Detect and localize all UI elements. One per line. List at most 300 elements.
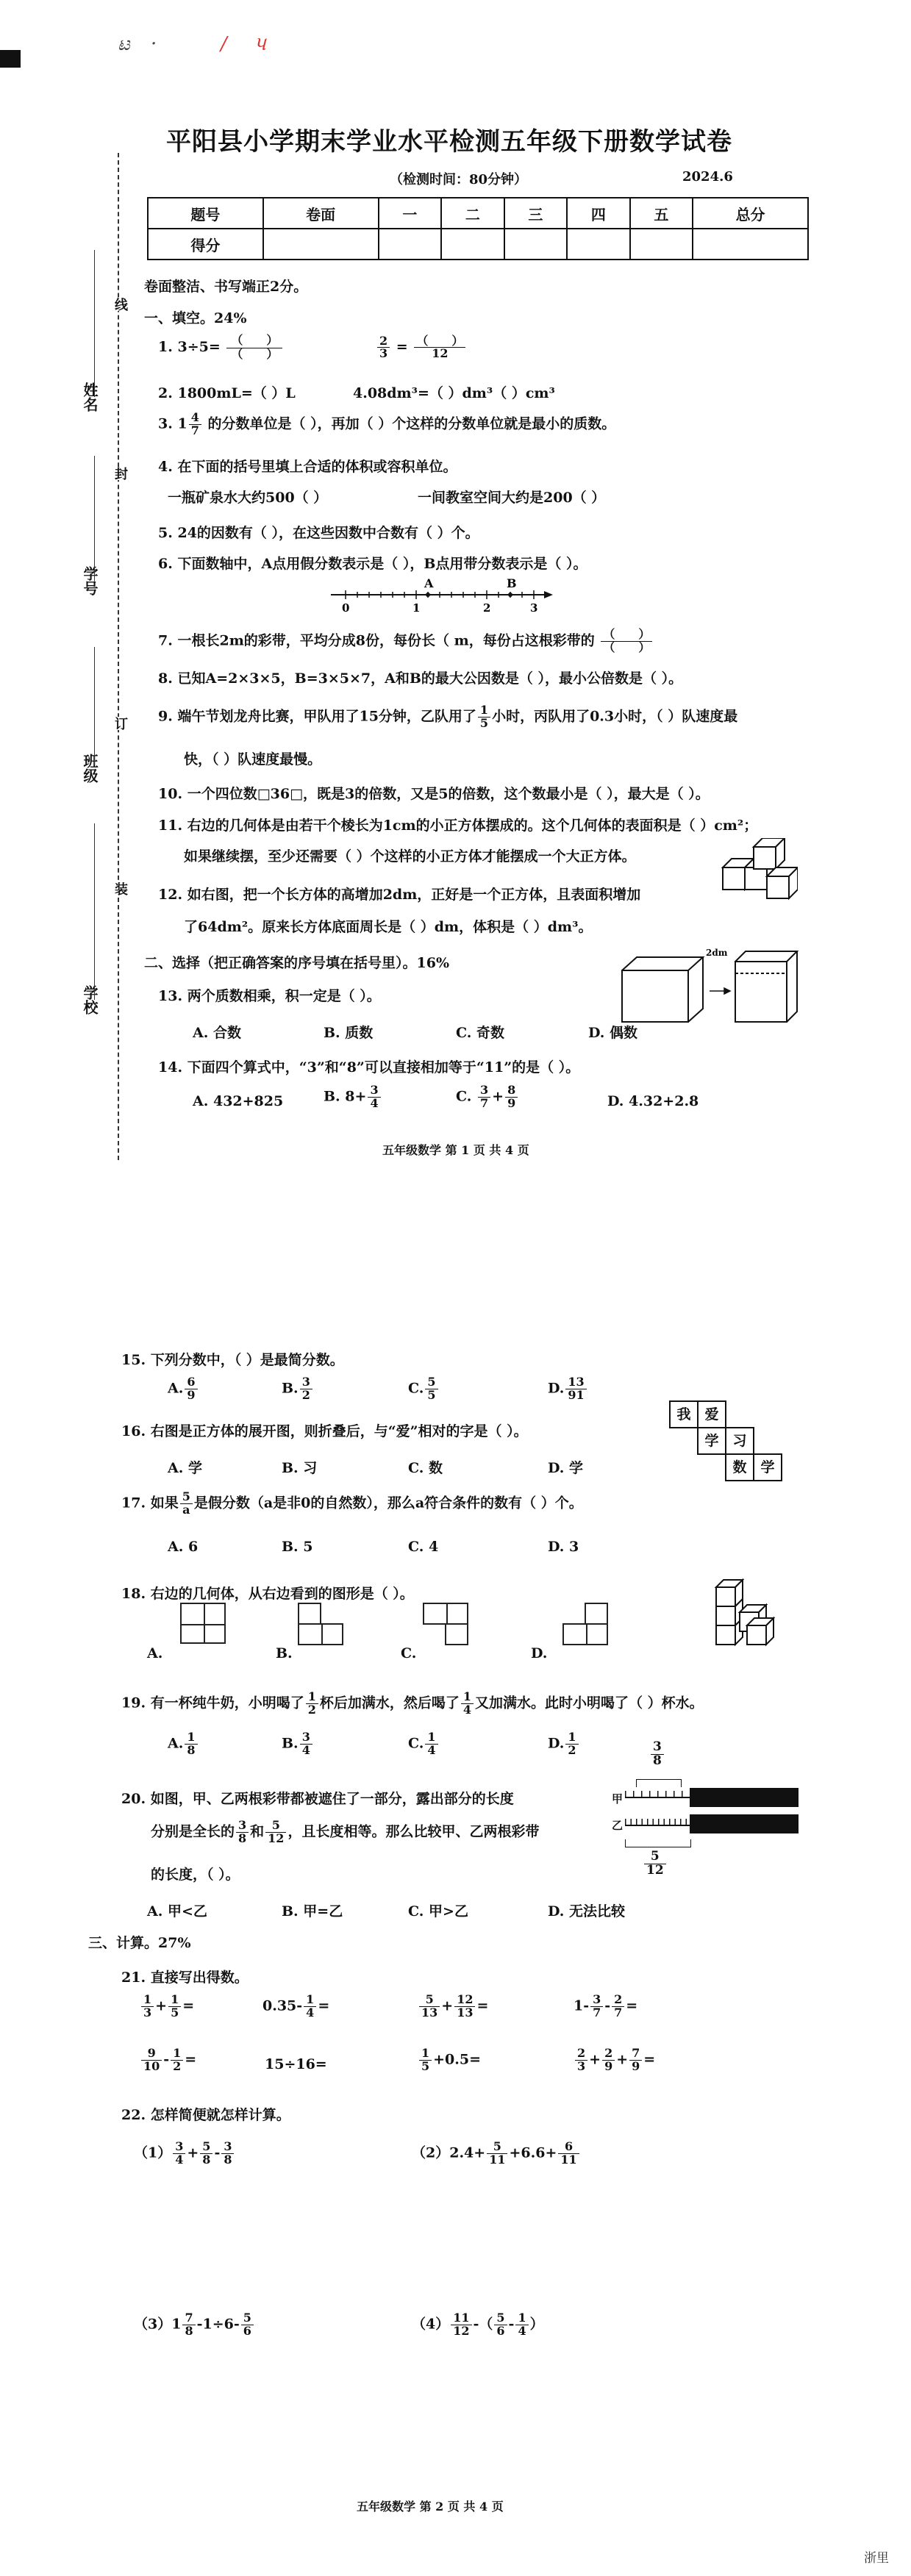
- ribbon-bottom-fraction: [644, 1850, 666, 1878]
- point-a-label: A: [424, 577, 434, 590]
- q10-text: 一个四位数□36□，既是3的倍数，又是5的倍数，这个数最小是（ ），最大是（ ）。: [187, 786, 710, 802]
- page-1-footer: 五年级数学 第 1 页 共 4 页: [382, 1143, 529, 1157]
- score-cell[interactable]: [379, 229, 442, 260]
- ribbon-yi-ticks: [625, 1819, 690, 1825]
- q19-option-b[interactable]: [282, 1731, 314, 1757]
- eq: =: [643, 2051, 656, 2068]
- q18-option-b[interactable]: B.: [276, 1645, 293, 1661]
- frac-num: 3: [478, 1084, 490, 1098]
- q15-option-b[interactable]: [282, 1376, 314, 1402]
- q-number: 15.: [121, 1352, 146, 1368]
- calc-5[interactable]: [140, 2047, 196, 2073]
- paren: （: [479, 2316, 493, 2333]
- ribbon-top-bracket: [636, 1779, 682, 1787]
- frac-num: 8: [505, 1084, 518, 1098]
- frac-num: 6: [185, 1376, 197, 1389]
- q20-text-e: 的长度，（ ）。: [151, 1867, 240, 1883]
- question-10: [158, 783, 710, 803]
- frac-den: 10: [143, 2058, 160, 2073]
- ribbon-jia-ticks: [625, 1791, 690, 1797]
- school-label: 学校: [81, 985, 99, 1015]
- score-row-label: 得分: [148, 229, 263, 260]
- question-9: [158, 704, 737, 730]
- question-12: [158, 884, 640, 904]
- frac-num: 5: [494, 2312, 507, 2325]
- student-id-label: 学号: [81, 566, 99, 595]
- ribbon-jia-exposed: [625, 1797, 690, 1798]
- class-label: 班级: [81, 754, 99, 783]
- q20-text-a: 如图，甲、乙两根彩带都被遮住了一部分，露出部分的长度: [150, 1791, 514, 1807]
- top-left-mark: [0, 50, 21, 68]
- frac-num: 5: [644, 1850, 666, 1864]
- frac-den: 4: [301, 1742, 310, 1757]
- q22-text: 怎样简便就怎样计算。: [150, 2107, 290, 2123]
- score-table: [147, 197, 809, 260]
- view-d-top: [585, 1603, 608, 1625]
- seal-word-pack: 装: [110, 882, 129, 895]
- frac-num: 7: [629, 2047, 642, 2061]
- tick-label: 3: [530, 601, 538, 614]
- q-number: 14.: [158, 1059, 183, 1076]
- frac-den: 5: [479, 715, 489, 730]
- q-number: 20.: [121, 1791, 146, 1807]
- view-b-top: [298, 1603, 321, 1625]
- page-gap: [0, 1206, 911, 1294]
- q14-option-a[interactable]: A. 432+825: [193, 1093, 284, 1109]
- frac-num: 5: [265, 1820, 286, 1833]
- cube-column-figure: [713, 1577, 779, 1650]
- question-22: [121, 2104, 290, 2124]
- ribbon-top-fraction: [651, 1741, 664, 1768]
- frac-num: 1: [419, 2047, 432, 2061]
- frac-num: 13: [565, 1376, 586, 1389]
- opt-text: A.: [168, 1380, 184, 1397]
- q-number: 9.: [158, 708, 173, 725]
- calc-3[interactable]: [418, 1994, 488, 2019]
- q13-option-b[interactable]: B. 质数: [324, 1025, 374, 1041]
- question-8: [158, 668, 682, 687]
- exam-date: 2024.6: [682, 169, 733, 185]
- frac-den: 6: [243, 2323, 251, 2338]
- op: +: [187, 2144, 199, 2161]
- q3-text: 的分数单位是（ ），再加（ ）个这样的分数单位就是最小的质数。: [207, 415, 616, 432]
- net-cell: 习: [725, 1427, 754, 1455]
- frac-den: 4: [462, 1702, 471, 1717]
- q19-option-a[interactable]: [168, 1731, 199, 1757]
- q-number: 18.: [121, 1586, 146, 1602]
- net-cell: 学: [697, 1427, 726, 1455]
- q-number: 7.: [158, 632, 173, 649]
- frac-den: 12: [268, 1831, 285, 1845]
- q19-option-c[interactable]: [408, 1731, 440, 1757]
- frac-num: 4: [189, 412, 201, 425]
- question-21: [121, 1967, 249, 1986]
- question-2b: 4.08dm³=（ ）dm³（ ）cm³: [353, 385, 555, 401]
- frac-num: 1: [168, 1994, 181, 2007]
- frac-num: 2: [377, 335, 390, 348]
- q-number: 5.: [158, 525, 173, 541]
- q20-text-b: 分别是全长的: [151, 1823, 235, 1840]
- q14-option-c[interactable]: C. $\frac{3}{7}$ + $\frac{8}{9}$: [456, 1084, 519, 1110]
- frac-den: 5: [421, 2058, 430, 2073]
- q15-text: 下列分数中，（ ）是最简分数。: [150, 1352, 344, 1368]
- seal-word-bind: 订: [110, 717, 129, 730]
- q20-option-a[interactable]: A. 甲<乙: [147, 1903, 207, 1920]
- view-c: [423, 1603, 468, 1625]
- question-2: [158, 382, 296, 402]
- question-20: [121, 1788, 514, 1808]
- ribbon-yi-exposed: [625, 1825, 690, 1826]
- q8-text: 已知A=2×3×5，B=3×5×7，A和B的最大公因数是（ ），最小公倍数是（ ）。: [177, 670, 683, 687]
- frac-num: 3: [651, 1741, 664, 1755]
- score-header: 二: [441, 198, 504, 229]
- op: -: [508, 2316, 515, 2333]
- q16-option-d[interactable]: D. 学: [548, 1460, 584, 1476]
- score-header: 四: [567, 198, 630, 229]
- net-cell: 数: [725, 1453, 754, 1481]
- q-number: 13.: [158, 988, 183, 1004]
- q18-option-d[interactable]: D.: [531, 1645, 548, 1661]
- frac-den: 9: [507, 1095, 516, 1110]
- q14-option-b[interactable]: [324, 1084, 382, 1110]
- score-cell[interactable]: [504, 229, 568, 260]
- score-cell[interactable]: [263, 229, 379, 260]
- q18-text: 右边的几何体，从右边看到的图形是（ ）。: [150, 1586, 414, 1602]
- simplify-1[interactable]: [134, 2141, 235, 2167]
- score-header: 卷面: [263, 198, 379, 229]
- seal-word-line: 线: [110, 298, 129, 311]
- q17-option-c[interactable]: C. 4: [408, 1539, 439, 1555]
- q11-text-a: 右边的几何体是由若干个棱长为1cm的小正方体摆成的。这个几何体的表面积是（ ）cm²；: [187, 817, 758, 834]
- frac-den: 2: [568, 1742, 576, 1757]
- point-b-label: B: [507, 577, 517, 590]
- q21-text: 直接写出得数。: [150, 1969, 249, 1986]
- frac-num: 12: [454, 1994, 475, 2007]
- opt-text: C.: [408, 1380, 424, 1397]
- q-number: 2.: [158, 385, 173, 401]
- simplify-2[interactable]: [412, 2141, 581, 2167]
- view-a: [180, 1603, 226, 1644]
- q13-option-a[interactable]: A. 合数: [193, 1025, 241, 1041]
- q1-text: 3÷5=: [177, 338, 221, 355]
- calc-7[interactable]: [418, 2047, 481, 2073]
- frac-num: 9: [141, 2047, 162, 2061]
- q20-option-c[interactable]: C. 甲>乙: [408, 1903, 468, 1920]
- scribble-2: ·: [151, 33, 157, 55]
- score-header: 总分: [693, 198, 808, 229]
- frac-den: 8: [238, 1831, 247, 1845]
- number-line: [324, 577, 559, 614]
- tick-label: 2: [483, 601, 491, 614]
- frac-den: 4: [427, 1742, 436, 1757]
- q19-text-b: 杯后加满水，然后喝了: [319, 1695, 460, 1711]
- q15-option-d[interactable]: [548, 1376, 588, 1402]
- frac-den: 2: [301, 1387, 310, 1402]
- frac-den: 8: [224, 2152, 232, 2167]
- q7-answer-fraction[interactable]: $\frac{( )}{( )}$: [601, 629, 652, 654]
- frac-den: 9: [604, 2058, 613, 2073]
- opt-text: B. 8+: [324, 1088, 367, 1105]
- q-number: 11.: [158, 817, 183, 834]
- net-cell: 爱: [697, 1400, 726, 1428]
- frac-num: 3: [368, 1084, 380, 1098]
- q-number: 1.: [158, 338, 173, 355]
- seal-word-seal: 封: [110, 467, 129, 480]
- q20-option-b[interactable]: B. 甲=乙: [282, 1903, 343, 1920]
- score-cell[interactable]: [630, 229, 693, 260]
- frac-den: 6: [496, 2323, 505, 2338]
- q20-text-d: ，且长度相等。那么比较甲、乙两根彩带: [287, 1823, 540, 1840]
- q4-part-a: 一瓶矿泉水大约500（ ）: [168, 490, 328, 506]
- frac-den: 2: [173, 2058, 182, 2073]
- page-2-footer: 五年级数学 第 2 页 共 4 页: [357, 2500, 504, 2514]
- ribbon-yi-covered: [690, 1814, 799, 1833]
- calc-6[interactable]: 15÷16=: [265, 2056, 327, 2072]
- q9-text-b: 小时，丙队用了0.3小时，（ ）队速度最: [492, 708, 738, 725]
- q4-text: 在下面的括号里填上合适的体积或容积单位。: [177, 459, 457, 475]
- frac-num: 3: [590, 1994, 603, 2007]
- section-2-title: 二、选择（把正确答案的序号填在括号里）。16%: [144, 955, 449, 971]
- frac-num: 1: [461, 1691, 474, 1704]
- score-header: 题号: [148, 198, 263, 229]
- opt-text: D.: [548, 1735, 565, 1752]
- name-label: 姓名: [81, 382, 99, 412]
- frac-den: 13: [421, 2005, 438, 2019]
- q17-option-a[interactable]: A. 6: [168, 1539, 199, 1555]
- frac-num: 2: [602, 2047, 615, 2061]
- frac-den: 12: [646, 1862, 664, 1878]
- net-cell: 学: [753, 1453, 782, 1481]
- frac-num: 5: [425, 1376, 437, 1389]
- q13-option-d[interactable]: D. 偶数: [588, 1025, 638, 1041]
- eq: =: [626, 1997, 638, 2014]
- q17-option-b[interactable]: B. 5: [282, 1539, 313, 1555]
- frac-den: 91: [568, 1387, 585, 1402]
- frac-den: 7: [480, 1095, 489, 1110]
- q14-option-d[interactable]: D. 4.32+2.8: [607, 1093, 699, 1109]
- question-7: [158, 629, 654, 654]
- calc-1[interactable]: [140, 1994, 194, 2019]
- q19-text-a: 有一杯纯牛奶，小明喝了: [150, 1695, 304, 1711]
- eq: =: [396, 338, 408, 355]
- q-number: 4.: [158, 459, 173, 475]
- frac-den: a: [182, 1502, 190, 1517]
- question-15: [121, 1349, 344, 1369]
- q19-option-d[interactable]: [548, 1731, 580, 1757]
- eq: =: [185, 2051, 197, 2068]
- q-number: 12.: [158, 887, 183, 903]
- frac-num: 1: [565, 1731, 578, 1745]
- eq: =: [318, 1997, 330, 2014]
- q6-text: 下面数轴中，A点用假分数表示是（ ），B点用带分数表示是（ ）。: [177, 556, 587, 572]
- q16-text: 右图是正方体的展开图，则折叠后，与“爱”相对的字是（ ）。: [150, 1423, 528, 1439]
- frac-num: 5: [180, 1491, 193, 1504]
- op: +: [441, 1997, 454, 2014]
- op: -: [473, 2316, 479, 2333]
- frac-den: 3: [577, 2058, 586, 2073]
- ribbon-label-jia: 甲: [612, 1792, 624, 1806]
- opt-text: B.: [282, 1380, 299, 1397]
- opt-text: B.: [282, 1735, 299, 1752]
- corner-label: 浙里: [864, 2551, 889, 2566]
- frac-num: 2: [575, 2047, 587, 2061]
- q17-option-d[interactable]: D. 3: [548, 1539, 579, 1555]
- frac-den: 4: [370, 1095, 379, 1110]
- expr: -1÷6-: [196, 2316, 240, 2333]
- question-17: [121, 1491, 583, 1517]
- q-number: 22.: [121, 2107, 146, 2123]
- frac-num: 3: [300, 1731, 312, 1745]
- eq: =: [476, 1997, 489, 2014]
- q1-answer-fraction-2[interactable]: $\frac{( )}{12}$: [414, 335, 465, 361]
- frac-num: 1: [515, 2312, 528, 2325]
- simplify-4[interactable]: [412, 2312, 544, 2338]
- q-number: 17.: [121, 1495, 146, 1511]
- q-number: 8.: [158, 670, 173, 687]
- q13-option-c[interactable]: C. 奇数: [456, 1025, 505, 1041]
- score-header: 一: [379, 198, 442, 229]
- opt-text: C.: [456, 1088, 472, 1105]
- frac-den: 4: [175, 2152, 184, 2167]
- score-cell[interactable]: [441, 229, 504, 260]
- frac-num: 5: [419, 1994, 440, 2007]
- score-header: 五: [630, 198, 693, 229]
- label: （1）: [134, 2144, 172, 2161]
- frac-num: 3: [236, 1820, 249, 1833]
- frac-num: 1: [478, 704, 490, 718]
- frac-den: 3: [379, 346, 388, 361]
- q20-line-2: [151, 1820, 539, 1845]
- exam-page-2: [0, 1294, 911, 2576]
- frac-num: 7: [182, 2312, 195, 2325]
- mixed-whole: 1: [177, 415, 187, 432]
- frac-num: 1: [306, 1691, 318, 1704]
- question-19: [121, 1691, 704, 1717]
- view-c-bottom: [445, 1623, 468, 1645]
- frac-den: 8: [202, 2152, 211, 2167]
- question-11: [158, 815, 757, 834]
- frac-num: 1: [425, 1731, 437, 1745]
- q12-text-a: 如右图，把一个长方体的高增加2dm，正好是一个正方体，且表面积增加: [187, 887, 641, 903]
- frac-den: 2: [307, 1702, 316, 1717]
- q18-option-c[interactable]: C.: [401, 1645, 417, 1661]
- calc-2[interactable]: [262, 1994, 329, 2019]
- frac-den: 13: [457, 2005, 474, 2019]
- expr: +6.6+: [509, 2144, 557, 2161]
- ribbon-label-yi: 乙: [612, 1819, 624, 1832]
- q2-part-a: 1800mL=（ ）L: [177, 385, 296, 401]
- question-18: [121, 1583, 414, 1603]
- q20-option-d[interactable]: D. 无法比较: [548, 1903, 626, 1920]
- frac-den: 4: [306, 2005, 315, 2019]
- frac-den: 8: [187, 1742, 196, 1757]
- q16-option-c[interactable]: C. 数: [408, 1460, 443, 1476]
- exam-page-1: [0, 0, 911, 1206]
- q12-text-b: 了64dm²。原来长方体底面周长是（ ）dm，体积是（ ）dm³。: [184, 919, 593, 935]
- view-d: [562, 1623, 608, 1645]
- q-number: 3.: [158, 415, 173, 432]
- q17-text-a: 如果: [150, 1495, 179, 1511]
- score-header: 三: [504, 198, 568, 229]
- frac-num: 3: [300, 1376, 312, 1389]
- question-5: [158, 522, 479, 542]
- q15-option-c[interactable]: [408, 1376, 440, 1402]
- net-cell: 我: [669, 1400, 699, 1428]
- q14-text: 下面四个算式中，“3”和“8”可以直接相加等于“11”的是（ ）。: [187, 1059, 580, 1076]
- q15-option-a[interactable]: [168, 1376, 199, 1402]
- label: （4）: [412, 2316, 450, 2333]
- frac-num: 3: [173, 2141, 185, 2154]
- frac-den: 12: [453, 2323, 470, 2338]
- q16-option-b[interactable]: B. 习: [282, 1460, 318, 1476]
- simplify-3[interactable]: [134, 2312, 255, 2338]
- frac-den: 5: [427, 1387, 436, 1402]
- frac-num: 3: [221, 2141, 234, 2154]
- score-cell[interactable]: [693, 229, 808, 260]
- q18-option-a[interactable]: A.: [147, 1645, 163, 1661]
- frac-den: 7: [593, 2005, 601, 2019]
- frac-den: 11: [489, 2152, 506, 2167]
- frac-den: 4: [518, 2323, 526, 2338]
- op: +: [589, 2051, 601, 2068]
- frac-num: 5: [241, 2312, 254, 2325]
- q17-text-b: 是假分数（a是非0的自然数），那么a符合条件的数有（ ）个。: [193, 1495, 583, 1511]
- q16-option-a[interactable]: A. 学: [168, 1460, 202, 1476]
- q-number: 21.: [121, 1969, 146, 1986]
- frac-den: 3: [143, 2005, 152, 2019]
- question-3: [158, 412, 615, 437]
- label: （3）: [134, 2316, 172, 2333]
- opt-text: D.: [548, 1380, 565, 1397]
- eq: =: [182, 1997, 195, 2014]
- exam-time: （检测时间：80分钟）: [390, 172, 528, 187]
- frac-num: 1: [141, 1994, 154, 2007]
- frac-den: 9: [632, 2058, 640, 2073]
- q4-part-b: 一间教室空间大约是200（ ）: [418, 490, 606, 506]
- scribble-3: ∕: [221, 33, 227, 55]
- question-4: [158, 456, 457, 476]
- q-number: 10.: [158, 786, 183, 802]
- op: +: [616, 2051, 629, 2068]
- frac-num: 5: [200, 2141, 212, 2154]
- height-label: 2dm: [706, 948, 728, 958]
- calc-4[interactable]: [574, 1994, 637, 2019]
- section-3-title: 三、计算。27%: [88, 1935, 191, 1951]
- q-number: 19.: [121, 1695, 146, 1711]
- frac-den: 8: [653, 1753, 662, 1768]
- expr: +0.5=: [433, 2051, 482, 2068]
- q9-text-a: 端午节划龙舟比赛，甲队用了15分钟，乙队用了: [177, 708, 476, 725]
- mixed-whole: 1: [171, 2316, 182, 2333]
- question-13: [158, 985, 381, 1005]
- calc-8[interactable]: [574, 2047, 655, 2073]
- frac-den: 11: [560, 2152, 577, 2167]
- tick-label: 0: [342, 601, 350, 614]
- section-1-title: 一、填空。24%: [144, 310, 247, 326]
- frac-num: 1: [171, 2047, 183, 2061]
- frac-den: 9: [187, 1387, 196, 1402]
- view-b: [298, 1623, 343, 1645]
- q9-text-c: 快，（ ）队速度最慢。: [184, 751, 322, 768]
- expr: （2）2.4+: [412, 2144, 486, 2161]
- op: -: [214, 2144, 221, 2161]
- score-cell[interactable]: [567, 229, 630, 260]
- neatness-note: 卷面整洁、书写端正2分。: [144, 279, 308, 295]
- q1-answer-fraction[interactable]: $\frac{( )}{( )}$: [226, 334, 282, 361]
- tick-label: 1: [412, 601, 421, 614]
- frac-den: 7: [190, 423, 199, 437]
- question-1: [158, 334, 467, 361]
